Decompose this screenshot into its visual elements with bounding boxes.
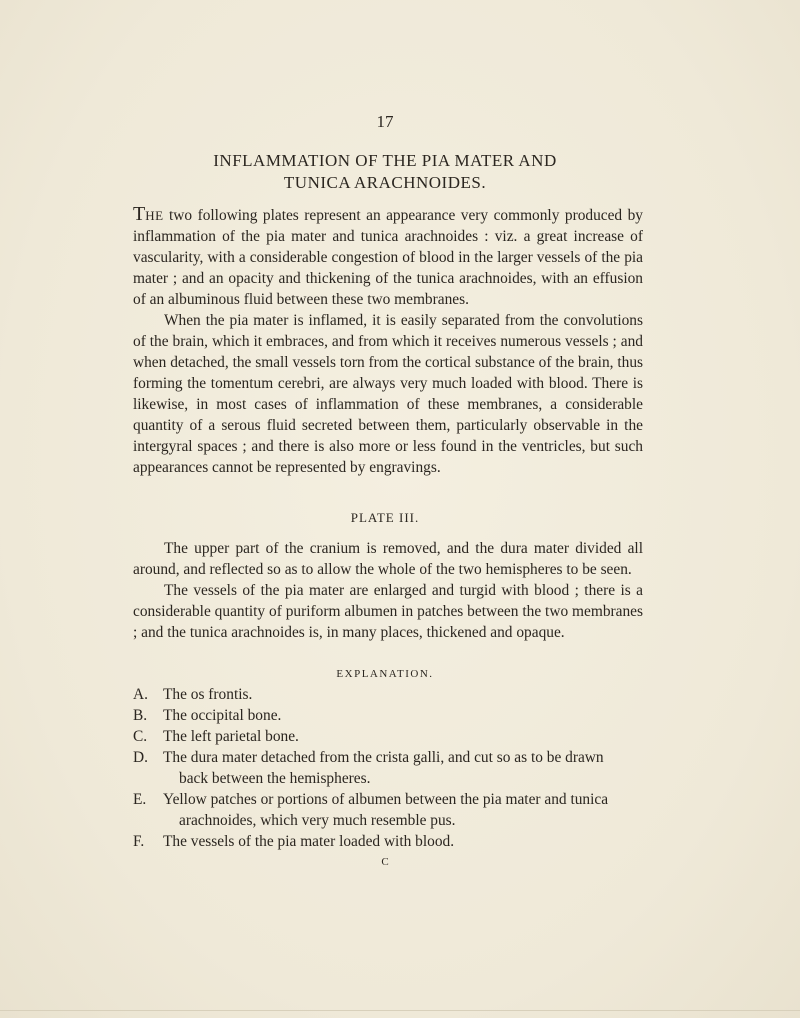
page-edge-divider [0,1010,800,1011]
title-line-1: INFLAMMATION OF THE PIA MATER AND [213,151,557,170]
item-letter: A. [133,686,148,703]
item-letter: C. [133,728,148,745]
item-line: The vessels of the pia mater loaded with blood. [163,833,455,850]
item-text [163,705,648,726]
list-item [133,705,648,726]
list-item [133,684,648,705]
item-letter: E. [133,791,147,808]
intro-text: two following plates represent an appearance very commonly produced by inflammation of the pia mater and tunica arachnoides : viz. a great increase of vascularity, with a considerable congestion of blood in the larger vessels of the pia mater ; and an opacity and thickening of the tunica arachnoides, with an effusion of an albuminous fluid between these two membranes. [133,207,643,308]
item-line: Yellow patches or portions of albumen between the pia mater and tunica [163,791,609,808]
list-item [133,726,648,747]
item-text [163,789,648,831]
item-line: The left parietal bone. [163,728,299,745]
title-line-2: TUNICA ARACHNOIDES. [283,173,487,192]
explanation-heading: EXPLANATION. [336,668,434,680]
item-line: The occipital bone. [163,707,282,724]
plate-heading: PLATE III. [350,510,420,525]
page-title [0,150,770,194]
explanation-list [133,684,648,852]
item-text [163,831,648,852]
intro-paragraph [133,204,643,310]
item-line-continued: arachnoides, which very much resemble pus. [179,812,456,829]
item-letter: F. [133,833,145,850]
item-letter: D. [133,749,148,766]
item-text [163,684,648,705]
list-item [133,747,648,789]
item-text [163,726,648,747]
paragraph-2: When the pia mater is inflamed, it is easily separated from the convolutions of the brain, which it embraces, and from which it receives numerous vessels ; and when detached, the small vessels torn from the cortical substance of the brain, thus forming the tomentum cerebri, are always very much loaded with blood. There is likewise, in most cases of inflammation of these membranes, a considerable quantity of a serous fluid secreted between them, particularly observable in the intergyral spaces ; and there is also more or less found in the ventricles, but such appearances cannot be represented by engravings. [133,312,643,476]
list-item [133,789,648,831]
paragraph-4: The vessels of the pia mater are enlarged and turgid with blood ; there is a considerable quantity of puriform albumen in patches between the two membranes ; and the tunica arachnoides is, in many places, thickened and opaque. [133,582,643,641]
drop-capital: T [133,203,146,225]
item-line: The dura mater detached from the crista galli, and cut so as to be drawn [163,749,604,766]
item-letter: B. [133,707,148,724]
item-line-continued: back between the hemispheres. [179,770,371,787]
list-item [133,831,648,852]
page-number: 17 [376,112,394,131]
small-caps-word: HE [145,208,164,223]
item-line: The os frontis. [163,686,253,703]
signature-mark: C [381,856,389,868]
item-text [163,747,648,789]
paragraph-3: The upper part of the cranium is removed, and the dura mater divided all around, and reflected so as to allow the whole of the two hemispheres to be seen. [133,540,643,578]
